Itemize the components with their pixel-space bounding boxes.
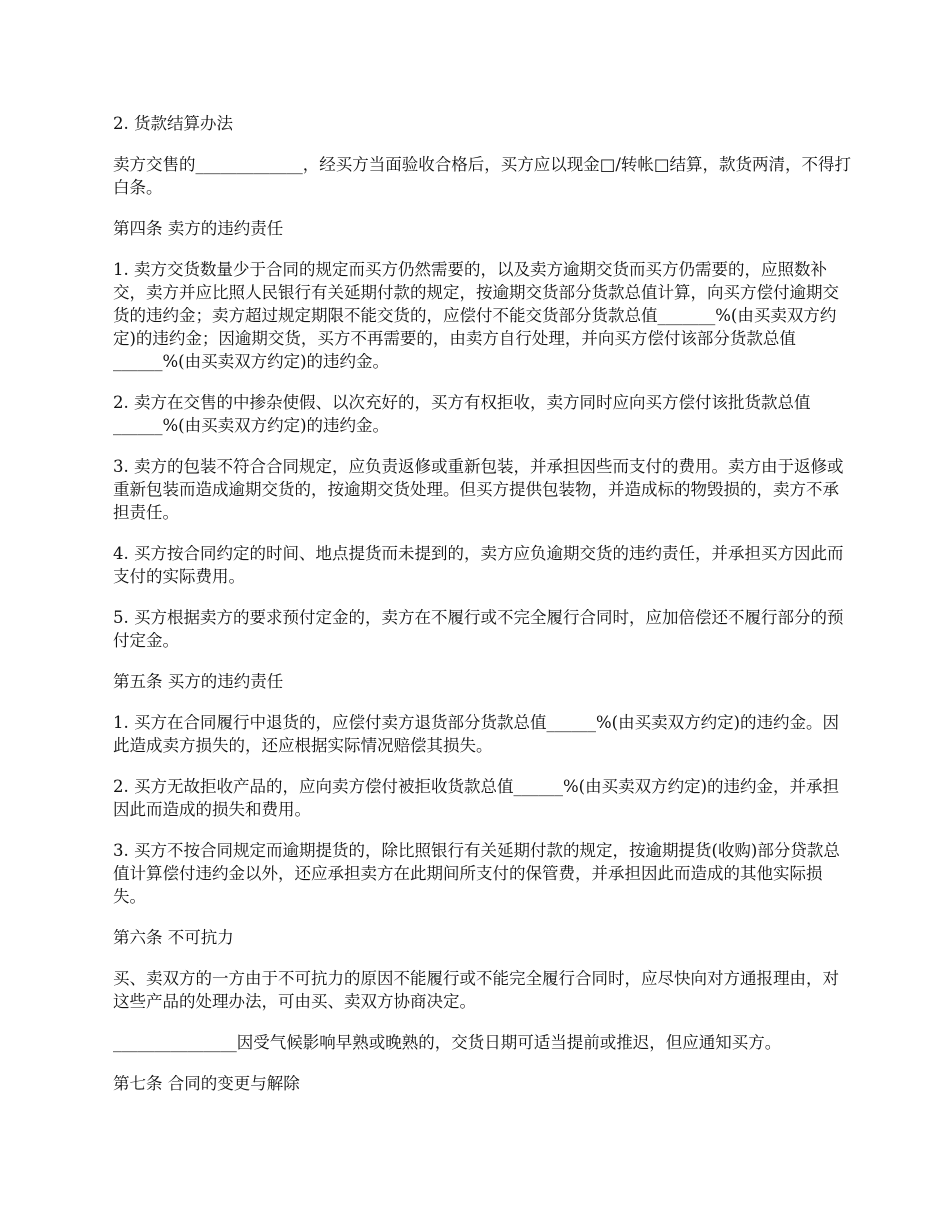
article-6-paragraph-1: 买、卖双方的一方由于不可抗力的原因不能履行或不能完全履行合同时，应尽快向对方通报理由，对这些产品的处理办法，可由买、卖双方协商决定。 <box>113 969 839 1011</box>
article-4-clause-4: 4. 买方按合同约定的时间、地点提货而未提到的，卖方应负逾期交货的违约责任，并承担买方因此而支付的实际费用。 <box>113 544 844 586</box>
article-6-paragraph-2: _______________因受气候影响早熟或晚熟的，交货日期可适当提前或推迟，但应通知买方。 <box>113 1033 782 1052</box>
article-5-clause-3: 3. 买方不按合同规定而逾期提货的，除比照银行有关延期付款的规定，按逾期提货(收购)部分贷款总值计算偿付违约金以外，还应承担卖方在此期间所支付的保管费，并承担因此而造成的其他实际损失。 <box>113 841 840 906</box>
article-5-clause-2: 2. 买方无故拒收产品的，应向卖方偿付被拒收货款总值______%(由买卖双方约定)的违约金，并承担因此而造成的损失和费用。 <box>113 777 840 819</box>
article-7-heading: 第七条 合同的变更与解除 <box>113 1074 300 1093</box>
article-4-clause-5: 5. 买方根据卖方的要求预付定金的，卖方在不履行或不完全履行合同时，应加倍偿还不履行部分的预付定金。 <box>113 608 844 650</box>
article-5-heading: 第五条 买方的违约责任 <box>113 672 284 691</box>
paragraph-payment-terms: 卖方交售的_____________，经买方当面验收合格后，买方应以现金□/转帐□结算，款货两清，不得打白条。 <box>113 155 851 197</box>
article-4-clause-3: 3. 卖方的包装不符合合同规定，应负责返修或重新包装，并承担因些而支付的费用。卖方由于返修或重新包装而造成逾期交货的，按逾期交货处理。但买方提供包装物，并造成标的物毁损的，卖方不承担责任。 <box>113 457 844 522</box>
article-4-heading: 第四条 卖方的违约责任 <box>113 219 284 238</box>
article-4-clause-2: 2. 卖方在交售的中掺杂使假、以次充好的，买方有权拒收，卖方同时应向买方偿付该批货款总值______%(由买卖双方约定)的违约金。 <box>113 393 811 435</box>
article-5-clause-1: 1. 买方在合同履行中退货的，应偿付卖方退货部分货款总值______%(由买卖双方约定)的违约金。因此造成卖方损失的，还应根据实际情况赔偿其损失。 <box>113 713 840 755</box>
article-4-clause-1: 1. 卖方交货数量少于合同的规定而买方仍然需要的，以及卖方逾期交货而买方仍需要的，应照数补交，卖方并应比照人民银行有关延期付款的规定，按逾期交货部分货款总值计算，向买方偿付逾期交货的违约金；卖方超过规定期限不能交货的，应偿付不能交货部分货款总值_______%(由买卖双方约定)的违约金；因逾期交货，买方不再需要的，由卖方自行处理，并向买方偿付该部分货款总值______%(由买卖双方约定)的违约金。 <box>113 260 839 371</box>
section-heading-payment-method: 2. 货款结算办法 <box>113 114 233 133</box>
document-page <box>113 112 853 1113</box>
article-6-heading: 第六条 不可抗力 <box>113 928 234 947</box>
